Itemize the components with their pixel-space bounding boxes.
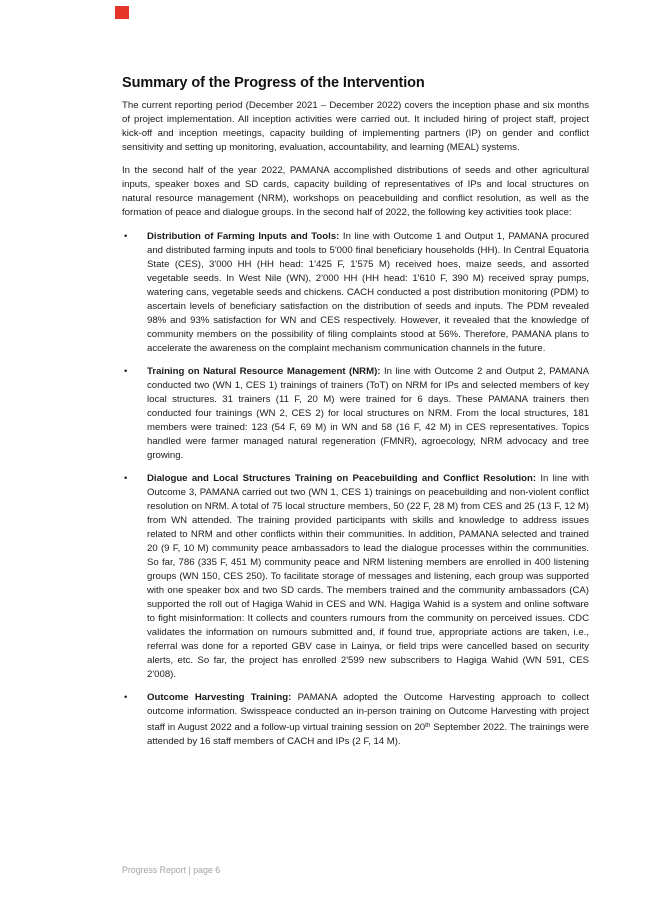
red-square-logo	[115, 6, 129, 19]
key-activities-list	[122, 230, 589, 749]
list-item-heading: Dialogue and Local Structures Training on Peacebuilding and Conflict Resolution:	[147, 473, 537, 484]
bullet-icon: •	[124, 366, 128, 377]
list-item-heading: Outcome Harvesting Training:	[147, 692, 292, 703]
list-item-body: In line with Outcome 3, PAMANA carried out two (WN 1, CES 1) trainings on peacebuilding and non-violent conflict resolution on NRM. A total of 75 local structure members, 50 (22 F, 28 M) from CES and 25 (13 F, 12 M) from WN attended. The training provided participants with skills and knowledge to address issues related to NRM and other conflicts within their communities. In addition, PAMANA selected and trained 20 (9 F, 10 M) community peace ambassadors to lead the dialogue processes within the communities. So far, 786 (335 F, 451 M) community peace and NRM listening members are enrolled in 400 listening groups (WN 150, CES 250). To facilitate storage of messages and listening, each group was supported with one speaker box and two SD cards. The members trained and the community ambassadors (CA) supported the roll out of Hagiga Wahid in CES and WN. Hagiga Wahid is a system and online software to fight misinformation: It collects and counters rumours from the community on perceived issues. CDC validates the information on rumours submitted and, if found true, appropriate actions are taken, i.e., referral was done for a reported GBV case in Lainya, or field trips were cancelled based on security alerts, etc. So far, the project has enrolled 2'599 new subscribers to Hagiga Wahid (WN 591, CES 2'008).	[147, 473, 589, 680]
list-item-body-continued: September 2022. The trainings were attended by 16 staff members of CACH and IPs (2 F, 14 M).	[147, 722, 589, 747]
second-half-paragraph: In the second half of the year 2022, PAMANA accomplished distributions of seeds and other agricultural inputs, speaker boxes and SD cards, capacity building of representatives of IPs and local structures on natural resource management (NRM), workshops on peacebuilding and conflict resolution, as well as the formation of peace and dialogue groups. In the second half of 2022, the following key activities took place:	[122, 165, 589, 218]
list-item-body: In line with Outcome 1 and Output 1, PAMANA procured and distributed farming inputs and tools to 5'000 final beneficiary households (HH). In Central Equatoria State (CES), 3'000 HH (HH head: 1'425 F, 1'575 M) received hoes, maize seeds, and assorted vegetable seeds. In West Nile (WN), 2'000 HH (HH head: 1'610 F, 390 M) received spray pumps, watering cans, vegetable seeds and chickens. CACH conducted a post distribution monitoring (PDM) to ascertain levels of beneficiary satisfaction on the distribution of seeds and inputs. The PDM revealed 98% and 93% satisfaction for WN and CES respectively. However, it revealed that the knowledge of community members on the possibility of filing complaints stood at 56%. Therefore, PAMANA plans to accelerate the awareness on the complaint mechanism communication channels in the future.	[147, 231, 590, 354]
bullet-icon: •	[124, 473, 128, 484]
page-footer: Progress Report | page 6	[122, 865, 221, 875]
list-item-dialogue-training	[122, 472, 589, 682]
list-item-heading: Training on Natural Resource Management (NRM):	[147, 366, 381, 377]
list-item-body: In line with Outcome 2 and Output 2, PAMANA conducted two (WN 1, CES 1) trainings of trainers (ToT) on NRM for IPs and selected members of key local structures. 31 trainers (11 F, 20 M) were trained for 6 days. These PAMANA trainers then conducted four trainings (WN 2, CES 2) for local structures on NRM. From the local structures, 181 members were trained: 123 (54 F, 69 M) in WN and 58 (16 F, 42 M) in CES representatives. Topics handled were farmer managed natural regeneration (FMNR), agroecology, NRM advocacy and tree growing.	[147, 366, 589, 461]
superscript-ordinal: th	[425, 722, 431, 729]
bullet-icon: •	[124, 231, 128, 242]
list-item-outcome-harvesting	[122, 691, 589, 749]
list-item-heading: Distribution of Farming Inputs and Tools:	[147, 231, 340, 242]
bullet-icon: •	[124, 692, 128, 703]
list-item-farming-inputs	[122, 230, 589, 356]
list-item-body: PAMANA adopted the Outcome Harvesting approach to collect outcome information. Swisspeace conducted an in-person training on Outcome Harvesting with project staff in August 2022 and a follow-up virtual training session on 20	[147, 692, 589, 733]
document-content	[122, 74, 589, 758]
list-item-nrm-training	[122, 365, 589, 463]
intro-paragraph: The current reporting period (December 2021 – December 2022) covers the inception phase and six months of project implementation. All inception activities were carried out. It included hiring of project staff, project kick-off and inception meetings, capacity building of implementing partners (IP) on gender and conflict sensitivity and setting up monitoring, evaluation, accountability, and learning (MEAL) systems.	[122, 100, 589, 153]
page-title: Summary of the Progress of the Intervention	[122, 75, 425, 91]
